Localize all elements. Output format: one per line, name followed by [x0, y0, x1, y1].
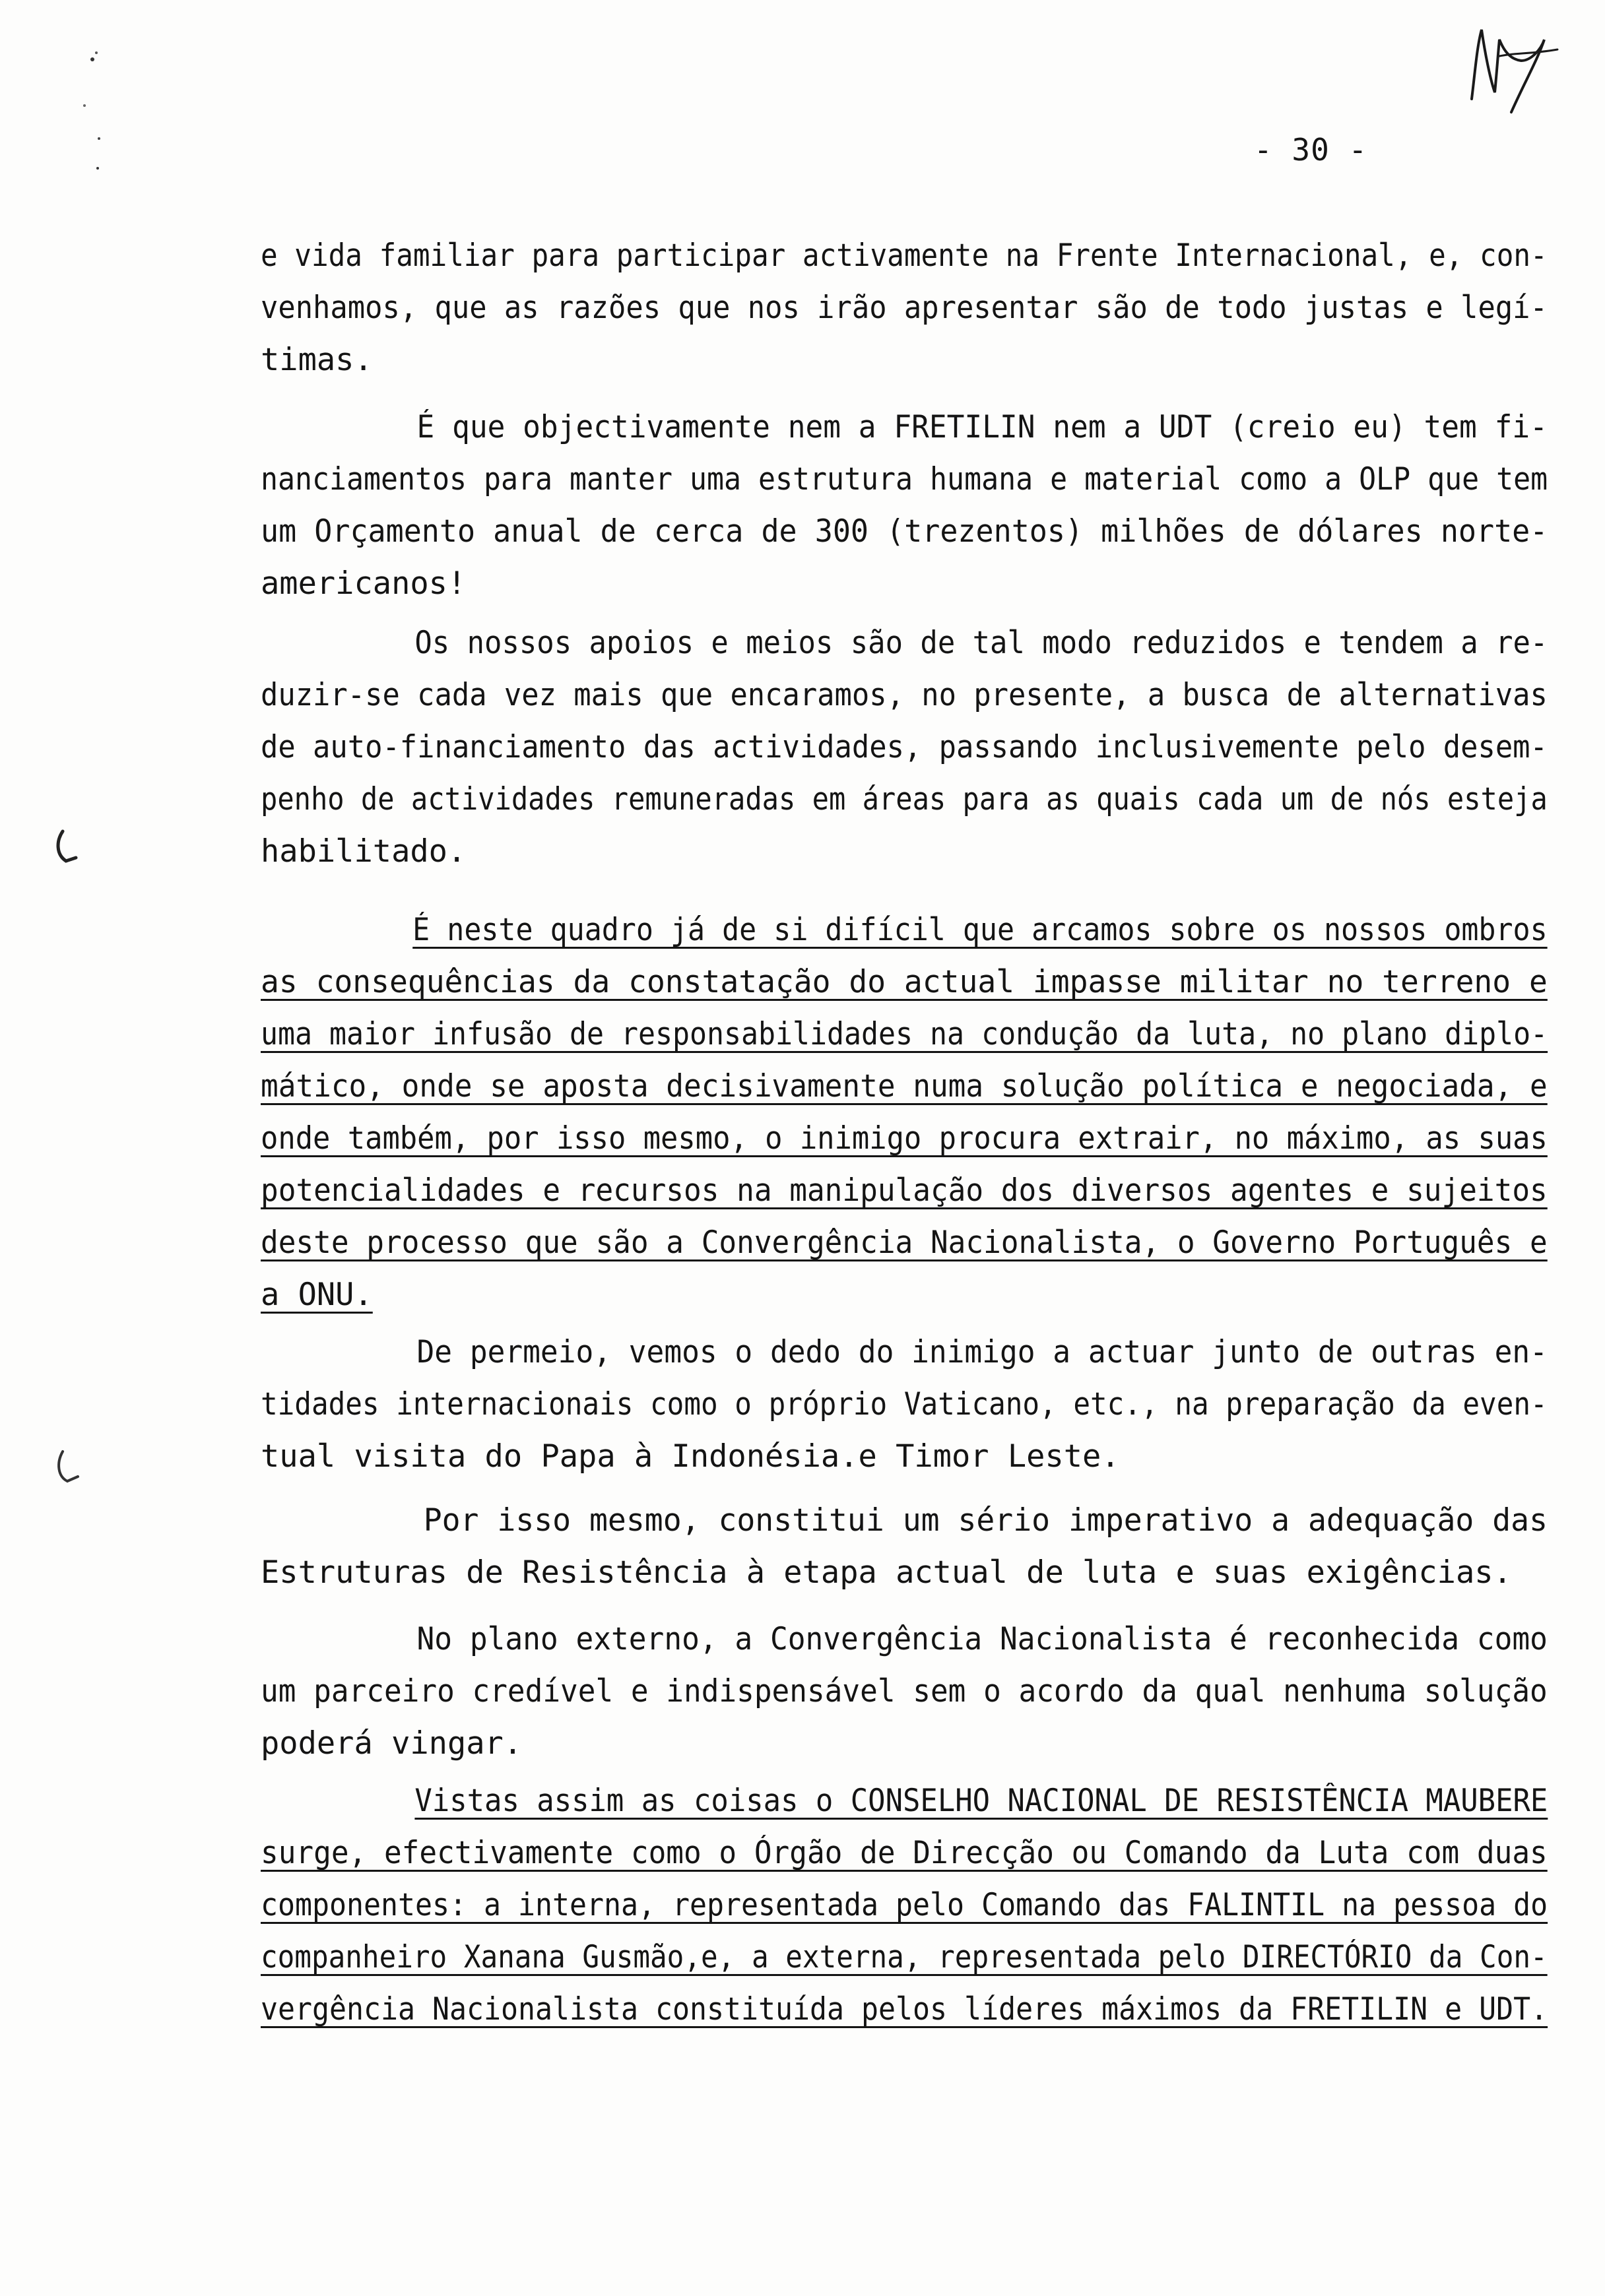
text-line [261, 401, 1548, 453]
text-line [261, 1217, 1548, 1269]
text-run: potencialidades e recursos na manipulação dos diversos agentes e sujeitos [261, 1172, 1548, 1209]
text-run: componentes: a interna, representada pelo Comando das FALINTIL na pessoa do [261, 1887, 1548, 1923]
text-run: companheiro Xanana Gusmão,e, a externa, representada pelo DIRECTÓRIO da Con- [261, 1939, 1548, 1975]
paragraph-council-underlined [261, 1775, 1548, 2035]
text-line: penho de actividades remuneradas em áreas para as quais cada um de nós esteja [261, 781, 1548, 817]
text-line [261, 1613, 1548, 1665]
text-line [261, 1827, 1548, 1879]
paragraph-vatican [261, 1326, 1548, 1483]
text-line [261, 1008, 1548, 1060]
text-line: um Orçamento anual de cerca de 300 (trezentos) milhões de dólares norte- [261, 513, 1548, 550]
text-run: Por isso mesmo, constitui um sério imperativo a adequação das [423, 1502, 1548, 1539]
text-line: tidades internacionais como o próprio Vaticano, etc., na preparação da even- [261, 1386, 1548, 1422]
text-line [261, 1494, 1548, 1547]
text-run: Vistas assim as coisas o CONSELHO NACIONAL DE RESISTÊNCIA MAUBERE [414, 1783, 1548, 1819]
paragraph-external-plan [261, 1613, 1548, 1770]
text-line: duzir-se cada vez mais que encaramos, no presente, a busca de alternativas [261, 677, 1548, 713]
text-line [261, 1931, 1548, 1983]
text-run: a ONU. [261, 1277, 373, 1313]
text-line: um parceiro credível e indispensável sem o acordo da qual nenhuma solução [261, 1673, 1548, 1709]
margin-bracket-mark [46, 825, 92, 871]
scan-speck-top-left [79, 40, 119, 172]
text-line [261, 1326, 1548, 1378]
text-line: poderá vingar. [261, 1725, 523, 1762]
paragraph-continuation [261, 230, 1548, 386]
text-run: deste processo que são a Convergência Nacionalista, o Governo Português e [261, 1225, 1548, 1261]
paragraph-imperative [261, 1494, 1548, 1599]
text-run: mático, onde se aposta decisivamente numa solução política e negociada, e [261, 1068, 1548, 1104]
text-run: Os nossos apoios e meios são de tal modo reduzidos e tendem a re- [414, 625, 1548, 661]
text-run: onde também, por isso mesmo, o inimigo procura extrair, no máximo, as suas [261, 1120, 1548, 1157]
text-line [261, 1983, 1548, 2035]
text-line [261, 1112, 1548, 1164]
text-run: as consequências da constatação do actual impasse militar no terreno e [261, 964, 1548, 1000]
text-run: vergência Nacionalista constituída pelos líderes máximos da FRETILIN e UDT. [261, 1991, 1548, 2027]
text-line: venhamos, que as razões que nos irão apresentar são de todo justas e legí- [261, 290, 1548, 326]
page-number: - 30 - [1254, 132, 1368, 168]
text-line [261, 1164, 1548, 1217]
text-run: É neste quadro já de si difícil que arcamos sobre os nossos ombros [412, 912, 1548, 948]
text-line: americanos! [261, 565, 467, 602]
text-line [261, 1879, 1548, 1931]
text-run: É que objectivamente nem a FRETILIN nem a UDT (creio eu) tem fi- [416, 409, 1548, 445]
text-line: timas. [261, 342, 373, 378]
text-line: nanciamentos para manter uma estrutura humana e material como a OLP que tem [261, 461, 1548, 497]
text-line [261, 1269, 1548, 1321]
text-line [261, 1060, 1548, 1112]
text-line: de auto-financiamento das actividades, passando inclusivemente pelo desem- [261, 729, 1548, 765]
text-line: Estruturas de Resistência à etapa actual de luta e suas exigências. [261, 1554, 1512, 1591]
handwritten-initials [1458, 20, 1577, 119]
text-line [261, 904, 1548, 956]
text-run: surge, efectivamente como o Órgão de Direcção ou Comando da Luta com duas [261, 1835, 1548, 1871]
text-run: De permeio, vemos o dedo do inimigo a actuar junto de outras en- [416, 1334, 1548, 1370]
paragraph-impasse-underlined [261, 904, 1548, 1321]
paragraph-resources [261, 617, 1548, 877]
text-line: e vida familiar para participar activamente na Frente Internacional, e, con- [261, 238, 1548, 274]
text-line [261, 1775, 1548, 1827]
text-run: uma maior infusão de responsabilidades na condução da luta, no plano diplo- [261, 1016, 1548, 1052]
text-line: tual visita do Papa à Indonésia.e Timor Leste. [261, 1438, 1120, 1475]
text-line [261, 956, 1548, 1008]
text-line: habilitado. [261, 833, 467, 870]
margin-bracket-mark [46, 1445, 92, 1491]
text-line [261, 617, 1548, 669]
paragraph-financing [261, 401, 1548, 610]
text-run: No plano externo, a Convergência Nacionalista é reconhecida como [416, 1621, 1548, 1657]
